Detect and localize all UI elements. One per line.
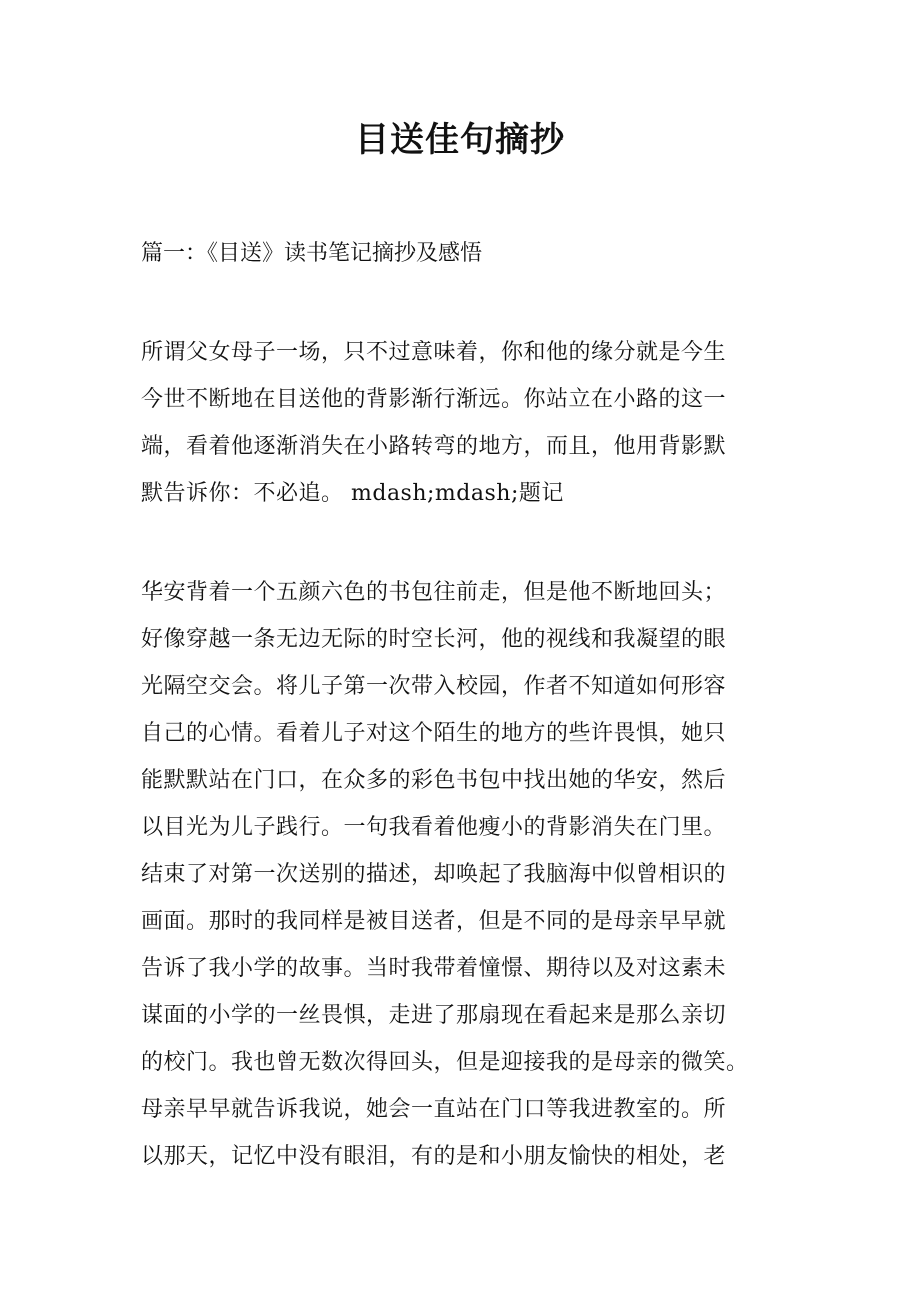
paragraph-line: 以那天，记忆中没有眼泪，有的是和小朋友愉快的相处，老 <box>141 1144 727 1169</box>
document-title: 目送佳句摘抄 <box>355 120 565 160</box>
paragraph-line: 母亲早早就告诉我说，她会一直站在门口等我进教室的。所 <box>141 1097 727 1122</box>
paragraph-line: 光隔空交会。将儿子第一次带入校园，作者不知道如何形容 <box>141 674 727 699</box>
paragraph-line: 能默默站在门口，在众多的彩色书包中找出她的华安，然后 <box>141 768 727 793</box>
paragraph-body <box>141 569 801 1180</box>
paragraph-line: 的校门。我也曾无数次得回头，但是迎接我的是母亲的微笑。 <box>141 1050 749 1075</box>
paragraph-line: 所谓父女母子一场，只不过意味着，你和他的缘分就是今生 <box>141 340 727 365</box>
paragraph-line: 华安背着一个五颜六色的书包往前走，但是他不断地回头； <box>141 580 727 605</box>
paragraph-epigraph <box>141 329 801 517</box>
paragraph-line: 端，看着他逐渐消失在小路转弯的地方，而且，他用背影默 <box>141 434 727 459</box>
paragraph-line: 今世不断地在目送他的背影渐行渐远。你站立在小路的这一 <box>141 387 727 412</box>
section-heading: 篇一：《目送》读书笔记摘抄及感悟 <box>141 241 483 266</box>
paragraph-line: 画面。那时的我同样是被目送者，但是不同的是母亲早早就 <box>141 909 727 934</box>
paragraph-line: 好像穿越一条无边无际的时空长河，他的视线和我凝望的眼 <box>141 627 727 652</box>
paragraph-line: 以目光为儿子践行。一句我看着他瘦小的背影消失在门里。 <box>141 815 727 840</box>
paragraph-line: 自己的心情。看着儿子对这个陌生的地方的些许畏惧，她只 <box>141 721 727 746</box>
paragraph-line: 谋面的小学的一丝畏惧，走进了那扇现在看起来是那么亲切 <box>141 1003 727 1028</box>
paragraph-line: 默告诉你：不必追。 mdash;mdash;题记 <box>141 481 564 506</box>
paragraph-line: 告诉了我小学的故事。当时我带着憧憬、期待以及对这素未 <box>141 956 727 981</box>
paragraph-line: 结束了对第一次送别的描述，却唤起了我脑海中似曾相识的 <box>141 862 727 887</box>
